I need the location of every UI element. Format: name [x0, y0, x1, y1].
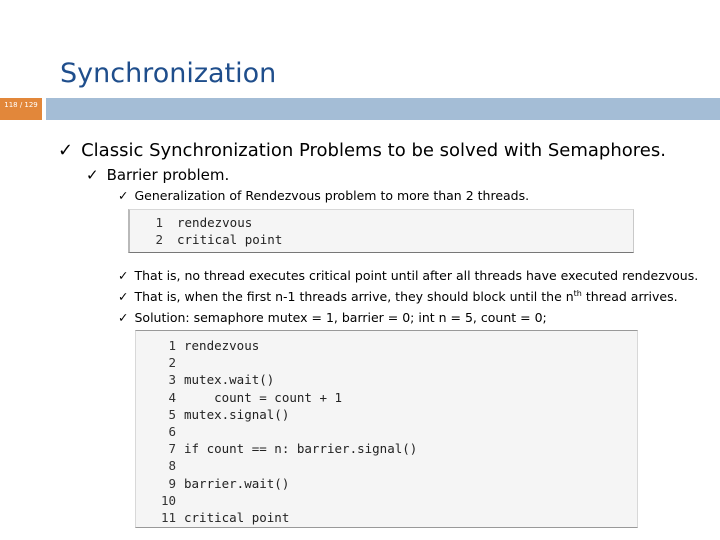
code-text: mutex.wait() [184, 372, 275, 388]
code-line [136, 371, 637, 388]
code-text: rendezvous [177, 215, 253, 230]
bullet-level2 [86, 166, 229, 184]
code-line [136, 492, 637, 509]
code-text: barrier.wait() [184, 475, 290, 491]
code-text: critical point [184, 509, 290, 525]
code-block-barrier [135, 330, 638, 528]
slide-title: Synchronization [60, 58, 277, 89]
header-bar-band [46, 98, 720, 120]
bullet-text: Classic Synchronization Problems to be solved with Semaphores. [81, 140, 666, 161]
slide-number: 118 / 129 [4, 101, 38, 109]
code-text: rendezvous [184, 338, 260, 354]
code-line [136, 406, 637, 423]
bullet-text [134, 289, 677, 304]
bullet-text-part: thread arrives. [581, 289, 678, 305]
line-number: 9 [168, 475, 176, 491]
code-text: critical point [177, 232, 283, 247]
line-number: 1 [155, 215, 163, 230]
code-line [136, 354, 637, 371]
line-number: 10 [160, 492, 176, 508]
checkmark-icon: ✓ [86, 166, 99, 184]
code-text: mutex.signal() [184, 406, 290, 422]
code-line [130, 231, 633, 248]
checkmark-icon: ✓ [118, 289, 129, 305]
header-bar [0, 98, 720, 120]
code-line [136, 440, 637, 457]
bullet-level3 [118, 188, 529, 203]
code-line [136, 337, 637, 354]
code-line [136, 423, 637, 440]
line-number: 7 [168, 441, 176, 457]
line-number: 1 [168, 338, 176, 354]
line-number: 6 [168, 424, 176, 440]
bullet-level1 [58, 140, 666, 161]
line-number: 2 [155, 232, 163, 247]
code-text: count = count + 1 [184, 389, 343, 405]
checkmark-icon: ✓ [118, 310, 129, 325]
checkmark-icon: ✓ [118, 268, 129, 283]
line-number: 3 [168, 372, 176, 388]
code-line [136, 509, 637, 526]
checkmark-icon: ✓ [118, 188, 129, 203]
code-line [136, 475, 637, 492]
bullet-text: That is, no thread executes critical point until after all threads have executed rendezvous. [134, 268, 699, 283]
line-number: 4 [168, 389, 176, 405]
bullet-level3 [118, 289, 678, 304]
superscript-th: th [573, 289, 582, 298]
code-text: if count == n: barrier.signal() [184, 441, 418, 457]
slide-number-box [0, 98, 42, 120]
code-line [136, 457, 637, 474]
bullet-text: Generalization of Rendezvous problem to more than 2 threads. [134, 188, 530, 203]
line-number: 11 [160, 509, 176, 525]
line-number: 2 [168, 355, 176, 371]
code-block-rendezvous [128, 209, 634, 253]
bullet-text-part: That is, when the first n-1 threads arrive, they should block until the n [134, 289, 574, 305]
line-number: 5 [168, 406, 176, 422]
bullet-level3 [118, 310, 547, 325]
bullet-text: Solution: semaphore mutex = 1, barrier = 0; int n = 5, count = 0; [134, 310, 547, 325]
bullet-text: Barrier problem. [106, 166, 230, 184]
code-line [136, 389, 637, 406]
line-number: 8 [168, 458, 176, 474]
bullet-level3 [118, 268, 698, 283]
code-line [130, 214, 633, 231]
checkmark-icon: ✓ [58, 140, 74, 161]
